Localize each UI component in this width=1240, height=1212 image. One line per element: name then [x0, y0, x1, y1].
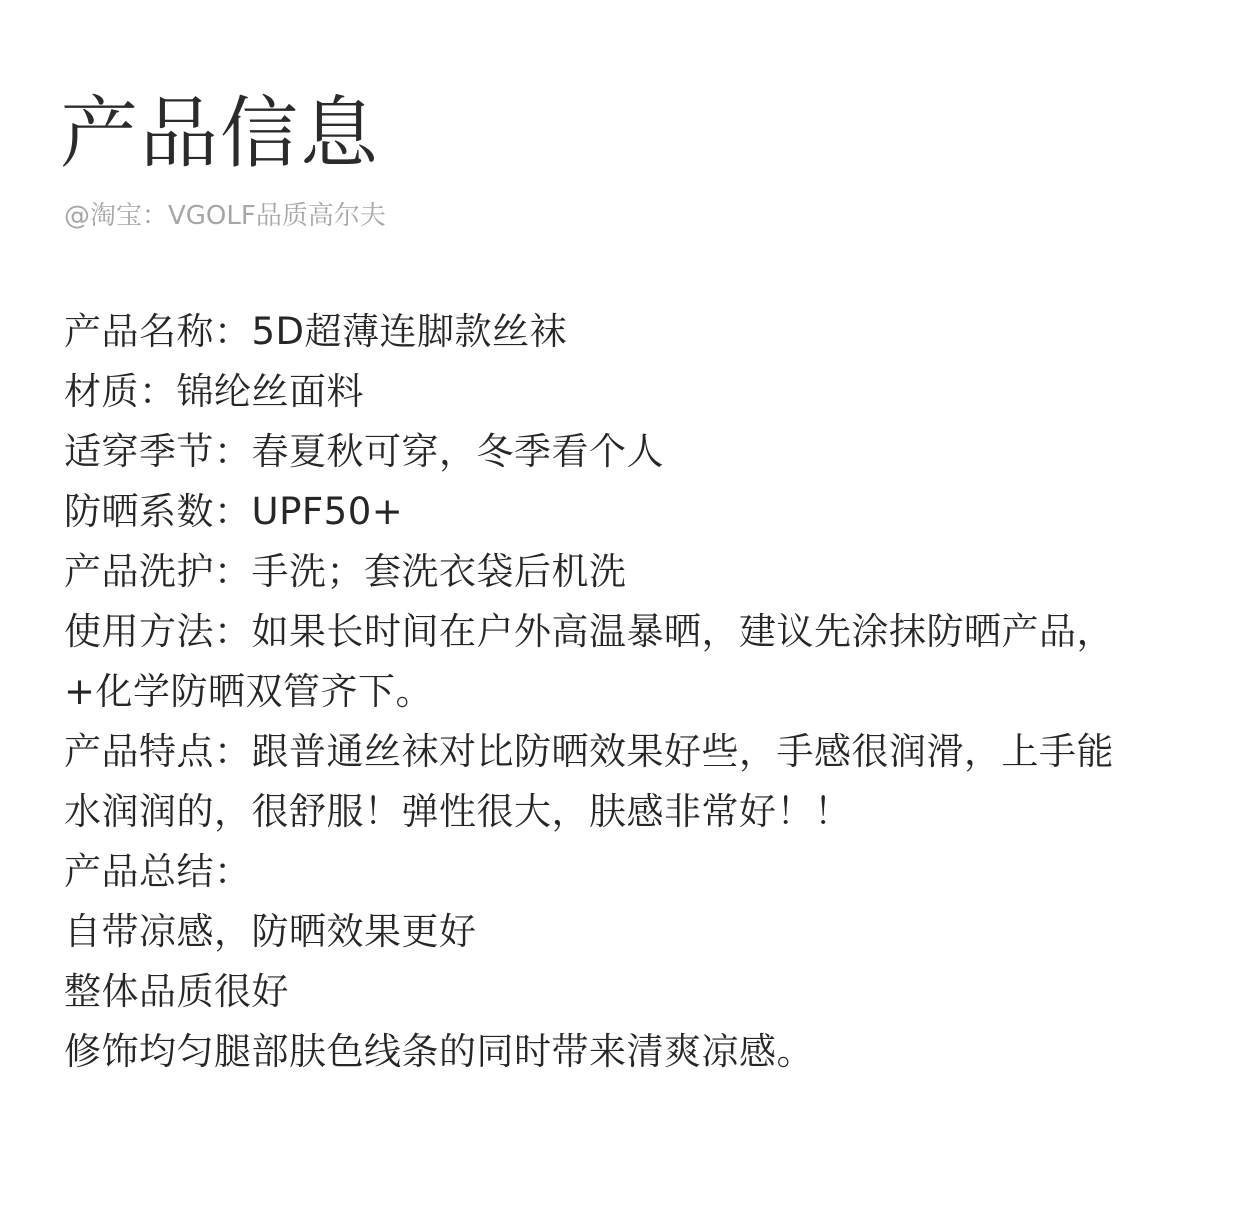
detail-line-features: 产品特点：跟普通丝袜对比防晒效果好些，手感很润滑，上手能 [64, 730, 1114, 773]
detail-line-material: 材质：锦纶丝面料 [64, 370, 364, 413]
detail-line-season: 适穿季节：春夏秋可穿，冬季看个人 [64, 430, 664, 473]
detail-line-care: 产品洗护：手洗；套洗衣袋后机洗 [64, 550, 627, 593]
detail-line-usage-cont: +化学防晒双管齐下。 [64, 670, 434, 713]
detail-line-product-name: 产品名称：5D超薄连脚款丝袜 [64, 310, 568, 353]
detail-line-summary-heading: 产品总结： [64, 850, 252, 893]
detail-line-usage: 使用方法：如果长时间在户外高温暴晒，建议先涂抹防晒产品， [64, 610, 1114, 653]
detail-line-summary-1: 自带凉感，防晒效果更好 [64, 910, 477, 953]
detail-line-features-cont: 水润润的，很舒服！弹性很大，肤感非常好！！ [64, 790, 852, 833]
store-attribution: @淘宝：VGOLF品质高尔夫 [64, 201, 386, 231]
detail-line-summary-3: 修饰均匀腿部肤色线条的同时带来清爽凉感。 [64, 1030, 814, 1073]
detail-line-upf: 防晒系数：UPF50+ [64, 490, 404, 533]
product-details-list [64, 302, 1240, 1082]
page-title: 产品信息 [60, 89, 381, 179]
detail-line-summary-2: 整体品质很好 [64, 970, 289, 1013]
